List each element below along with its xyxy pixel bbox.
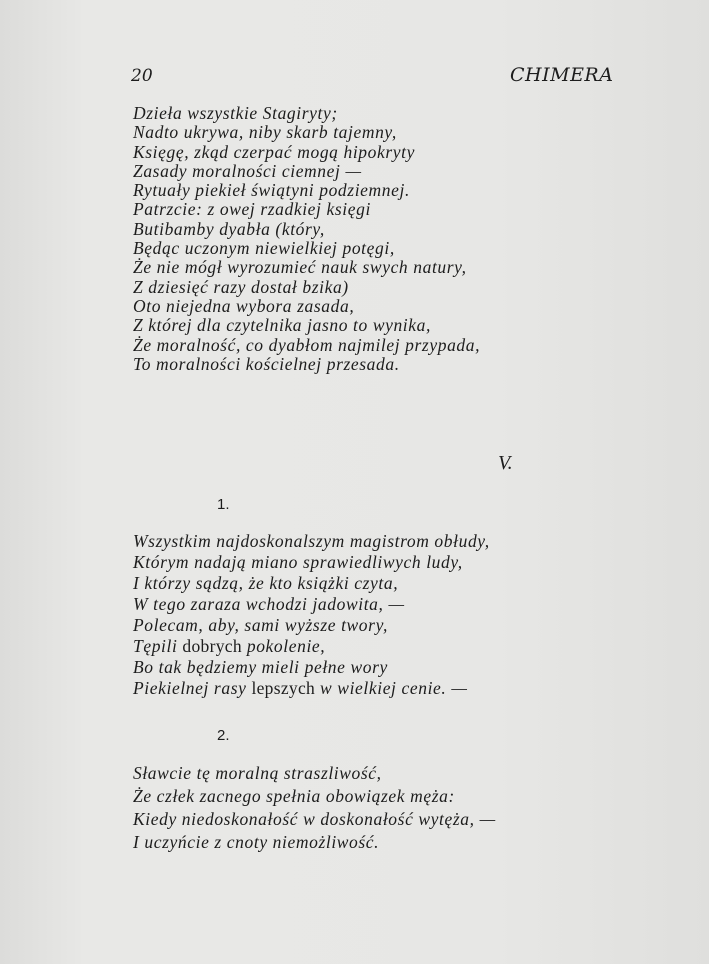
verse-line: Będąc uczonym niewielkiej potęgi, xyxy=(133,238,395,259)
verse-line: Zasady moralności ciemnej — xyxy=(133,160,362,181)
verse-line: Kiedy niedoskonałość w doskonałość wytęża, — xyxy=(133,809,496,829)
section-heading: V. xyxy=(498,452,513,474)
verse-line: Bo tak będziemy mieli pełne wory xyxy=(133,657,388,677)
verse-line: Rytuały piekieł świątyni podziemnej. xyxy=(133,180,410,201)
page-number: 20 xyxy=(131,66,153,86)
verse-line: Z której dla czytelnika jasno to wynika, xyxy=(133,315,431,336)
verse-line: W tego zaraza wchodzi jadowita, — xyxy=(133,594,405,614)
verse-line: Polecam, aby, sami wyższe twory, xyxy=(133,615,388,635)
verse-segment: Piekielnej rasy xyxy=(133,678,252,698)
poem-2 xyxy=(133,762,496,854)
poem-1 xyxy=(133,531,490,699)
poem-number-1: 1. xyxy=(217,496,230,513)
verse-line: Że nie mógł wyrozumieć nauk swych natury, xyxy=(133,257,467,278)
verse-line: Dzieła wszystkie Stagiryty; xyxy=(133,103,338,123)
verse-line xyxy=(133,636,490,657)
verse-line: Wszystkim najdoskonalszym magistrom obłudy, xyxy=(133,531,490,551)
verse-line: Księgę, zkąd czerpać mogą hipokryty xyxy=(133,141,415,162)
verse-line: Oto niejedna wybora zasada, xyxy=(133,295,355,316)
verse-line: Którym nadają miano sprawiedliwych ludy, xyxy=(133,552,463,572)
verse-line: Nadto ukrywa, niby skarb tajemny, xyxy=(133,122,397,143)
verse-line: Że moralność, co dyabłom najmilej przypada, xyxy=(133,334,481,355)
verse-line: Z dziesięć razy dostał bzika) xyxy=(133,276,349,297)
verse-segment: pokolenie, xyxy=(241,636,326,656)
verse-line xyxy=(133,678,490,699)
verse-line: Że człek zacnego spełnia obowiązek męża: xyxy=(133,786,455,806)
verse-line: To moralności kościelnej przesada. xyxy=(133,353,400,374)
verse-line: I uczyńcie z cnoty niemożliwość. xyxy=(133,832,380,852)
stanza-continued xyxy=(133,104,480,374)
verse-line: Sławcie tę moralną straszliwość, xyxy=(133,763,382,783)
verse-line: I którzy sądzą, że kto książki czyta, xyxy=(133,573,399,593)
verse-line: Butibamby dyabła (który, xyxy=(133,218,325,239)
verse-segment: dobrych xyxy=(182,636,242,656)
poem-number-2: 2. xyxy=(217,727,230,744)
verse-line: Patrzcie: z owej rzadkiej księgi xyxy=(133,199,371,220)
verse-segment: Tępili xyxy=(133,636,183,656)
verse-segment: w wielkiej cenie. — xyxy=(315,678,468,698)
running-title: CHIMERA xyxy=(510,64,614,86)
verse-segment: lepszych xyxy=(251,678,316,698)
